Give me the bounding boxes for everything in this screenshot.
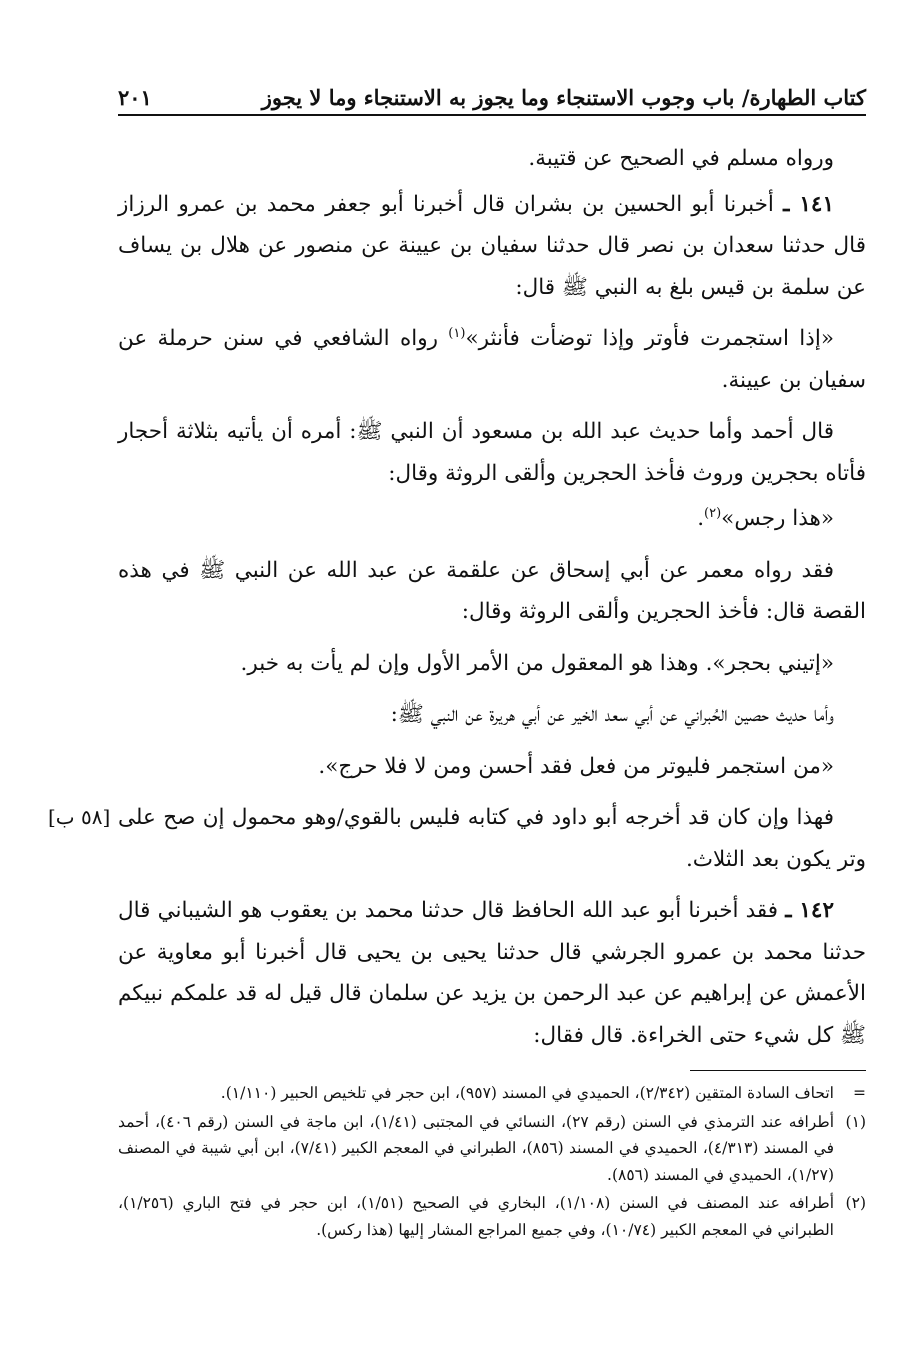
footnote-continued (118, 1080, 866, 1107)
hadith-142 (118, 890, 866, 1056)
footnote-1 (118, 1109, 866, 1189)
paragraph-text-after: رواه الشافعي في سنن حرملة عن سفيان بن عيينة. (118, 326, 866, 393)
header-rule (118, 114, 866, 116)
paragraph-text: «هذا رجس» (721, 506, 834, 531)
footnote-2 (118, 1190, 866, 1243)
footnote-marker: (١) (845, 1112, 866, 1131)
paragraph (118, 318, 866, 401)
footnote-text: أطرافه عند المصنف في السنن (١/١٠٨)، البخاري في الصحيح (١/٥١)، ابن حجر في فتح الباري (١/٢٥٦)، الطبراني في المعجم الكبير (١٠/٧٤)، وفي جميع المراجع المشار إليها (هذا ركس). (118, 1194, 835, 1239)
paragraph-text: «من استجمر فليوتر من فعل فقد أحسن ومن لا فلا حرج». (318, 753, 834, 779)
footnote-marker: = (853, 1084, 866, 1102)
footnote-marker: (٢) (845, 1194, 866, 1212)
paragraph (118, 694, 866, 736)
footnote-ref-2: (٢) (704, 505, 722, 521)
paragraph (118, 138, 866, 180)
paragraph (118, 746, 866, 788)
page-number: ٢٠١ (118, 85, 152, 110)
paragraph (118, 498, 866, 540)
manuscript-folio-note: [٥٨ ب] (48, 805, 111, 829)
paragraph-text: وأما حديث حصين الحُبراني عن أبي سعد الخير عن أبي هريرة عن النبي ﷺ: (390, 702, 834, 727)
paragraph (118, 643, 866, 685)
paragraph (118, 411, 866, 494)
paragraph-text: فقد رواه معمر عن أبي إسحاق عن علقمة عن عبد الله عن النبي ﷺ في هذه القصة قال: فأخذ الحجرين وألقى الروثة وقال: (118, 557, 866, 624)
running-title: كتاب الطهارة/ باب وجوب الاستنجاء وما يجوز به الاستنجاء وما لا يجوز (261, 85, 866, 110)
footnote-ref-1: (١) (448, 325, 466, 341)
hadith-number: ١٤١ ـ (783, 191, 834, 217)
paragraph-text-after: . (697, 506, 705, 531)
footnote-text: اتحاف السادة المتقين (٢/٣٤٢)، الحميدي في المسند (٩٥٧)، ابن حجر في تلخيص الحبير (١/١١٠). (220, 1084, 834, 1102)
paragraph-text: «إتيني بحجر». وهذا هو المعقول من الأمر الأول وإن لم يأت به خبر. (240, 650, 834, 676)
paragraph-text: فهذا وإن كان قد أخرجه أبو داود في كتابه فليس بالقوي/وهو محمول إن صح على وتر يكون بعد الثلاث. (118, 805, 866, 872)
paragraph-text: فقد أخبرنا أبو عبد الله الحافظ قال حدثنا محمد بن يعقوب هو الشيباني قال حدثنا محمد بن عمرو الجرشي قال حدثنا يحيى بن يحيى قال أخبرنا أبو معاوية عن الأعمش عن إبراهيم عن عبد الرحمن بن يزيد عن سلمان قال قيل له قد علمكم نبيكم ﷺ كل شيء حتى الخراءة. قال فقال: (118, 898, 866, 1048)
running-header (118, 70, 866, 110)
paragraph-text: أخبرنا أبو الحسين بن بشران قال أخبرنا أبو جعفر محمد بن عمرو الرزاز قال حدثنا سعدان بن نصر قال حدثنا سفيان بن عيينة عن منصور عن هلال بن يساف عن سلمة بن قيس بلغ به النبي ﷺ قال: (118, 191, 866, 300)
hadith-number: ١٤٢ ـ (785, 898, 834, 923)
footnote-rule (690, 1070, 866, 1071)
hadith-141 (118, 184, 866, 309)
footnotes (118, 1080, 866, 1245)
footnote-text: أطرافه عند الترمذي في السنن (رقم ٢٧)، النسائي في المجتبى (١/٤١)، ابن ماجة في السنن (رقم ٤٠٦)، أحمد في المسند (٤/٣١٣)، الحميدي في المسند (٨٥٦)، الطبراني في المعجم الكبير (٧/٤١)، ابن أبي شيبة في المصنف (١/٢٧)، الحميدي في المسند (٨٥٦). (118, 1112, 834, 1184)
paragraph-text: قال أحمد وأما حديث عبد الله بن مسعود أن النبي ﷺ: أمره أن يأتيه بثلاثة أحجار فأتاه بحجرين وروث فأخذ الحجرين وألقى الروثة وقال: (118, 419, 866, 486)
paragraph-text: «إذا استجمرت فأوتر وإذا توضأت فأنثر» (465, 326, 834, 351)
paragraph (118, 797, 866, 880)
paragraph-text: ورواه مسلم في الصحيح عن قتيبة. (528, 146, 834, 171)
main-text (118, 138, 866, 1066)
paragraph (118, 550, 866, 633)
